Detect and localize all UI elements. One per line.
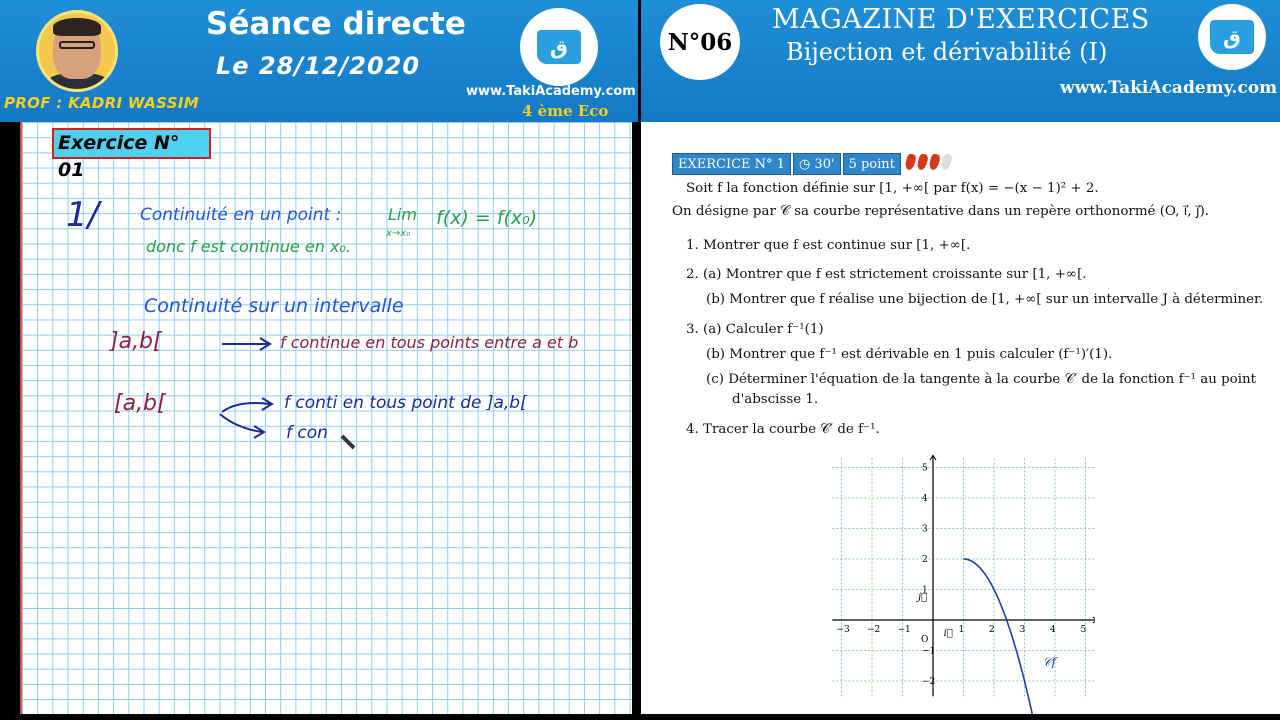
question-4: 4. Tracer la courbe 𝒞′ de f⁻¹. [686,422,880,437]
y-tick-label: −1 [922,646,936,657]
exercise-number-badge: EXERCICE N° 1 [672,153,791,175]
class-level: 4 ème Eco [522,102,609,120]
exercise-intro-1: Soit f la fonction définie sur [1, +∞[ par f(x) = −(x − 1)² + 2. [686,181,1099,196]
x-tick-label: 4 [1050,625,1056,635]
x-tick-label: 3 [1019,625,1026,635]
question-3c-continued: d'abscisse 1. [732,392,819,407]
magazine-title: MAGAZINE D'EXERCICES [772,4,1150,35]
session-title: Séance directe [206,6,466,42]
note-lim-sub: x→x₀ [386,228,411,239]
exercise-document [641,122,1280,714]
points-badge: 5 point [843,153,901,175]
note-open-interval: ]a,b[ [110,329,162,354]
difficulty-chili-icons [903,154,951,174]
right-website-url: www.TakiAcademy.com [1060,78,1278,98]
note-lim-expr: f(x) = f(x₀) [436,207,538,229]
session-date: Le 28/12/2020 [216,52,421,80]
y-tick-label: −2 [922,677,936,687]
i-vector-label: i⃗ [943,628,953,639]
duration-badge: ◷ 30' [793,153,841,175]
question-2b: (b) Montrer que f réalise une bijection de [1, +∞[ sur un intervalle J à déterminer. [706,292,1264,307]
x-tick-label: 1 [958,625,965,635]
note-closed-interval-text: f conti en tous point de ]a,b[ [284,393,527,413]
handwritten-notes [22,122,632,714]
note-open-interval-text: f continue en tous points entre a et b [280,333,579,352]
takiacademy-logo-icon: ق [520,8,598,86]
x-tick-label: 2 [989,625,995,635]
takiacademy-logo-icon: ق [1198,4,1266,70]
note-continuity-point: Continuité en un point : [140,205,342,225]
question-3c: (c) Déterminer l'équation de la tangente à la courbe 𝒞′ de la fonction f⁻¹ au point [706,372,1256,387]
exercise-header-bar [672,153,951,175]
question-3b: (b) Montrer que f⁻¹ est dérivable en 1 puis calculer (f⁻¹)′(1). [706,347,1113,362]
note-interval-heading: Continuité sur un intervalle [144,295,404,317]
y-tick-label: 1 [922,585,928,596]
clock-icon: ◷ [798,157,815,172]
x-tick-label: −3 [836,625,850,635]
y-tick-label: 3 [922,524,928,535]
function-graph [827,452,1095,714]
note-continuous-at-x0: donc f est continue en x₀. [146,237,351,256]
exercise-label: Exercice N° 01 [52,128,211,159]
x-tick-label: −1 [897,625,911,635]
item-number: 1/ [66,195,100,235]
note-closed-interval-text-2: f con [286,423,328,443]
y-tick-label: 4 [922,494,928,504]
y-tick-label: 2 [922,555,928,565]
professor-avatar [36,10,118,92]
curve-label: 𝒞f [1042,654,1057,669]
exercise-intro-2: On désigne par 𝒞 sa courbe représentative dans un repère orthonormé (O, i⃗, j⃗). [672,204,1210,219]
magazine-subtitle: Bijection et dérivabilité (I) [786,38,1108,66]
magazine-number: N°06 [660,4,740,80]
origin-label: O [921,635,929,645]
professor-name: PROF : KADRI WASSIM [4,94,199,112]
x-tick-label: −2 [867,625,881,635]
note-closed-interval: [a,b[ [114,391,166,416]
note-lim-word: Lim [388,205,417,224]
left-website-url: www.TakiAcademy.com [466,84,636,99]
pen-cursor-icon [342,436,354,448]
j-vector-label: j⃗ [918,592,928,604]
question-3a: 3. (a) Calculer f⁻¹(1) [686,322,824,337]
question-1: 1. Montrer que f est continue sur [1, +∞[. [686,238,971,253]
question-2a: 2. (a) Montrer que f est strictement croissante sur [1, +∞[. [686,267,1087,282]
y-tick-label: 5 [922,463,928,474]
x-tick-label: 5 [1080,625,1087,635]
